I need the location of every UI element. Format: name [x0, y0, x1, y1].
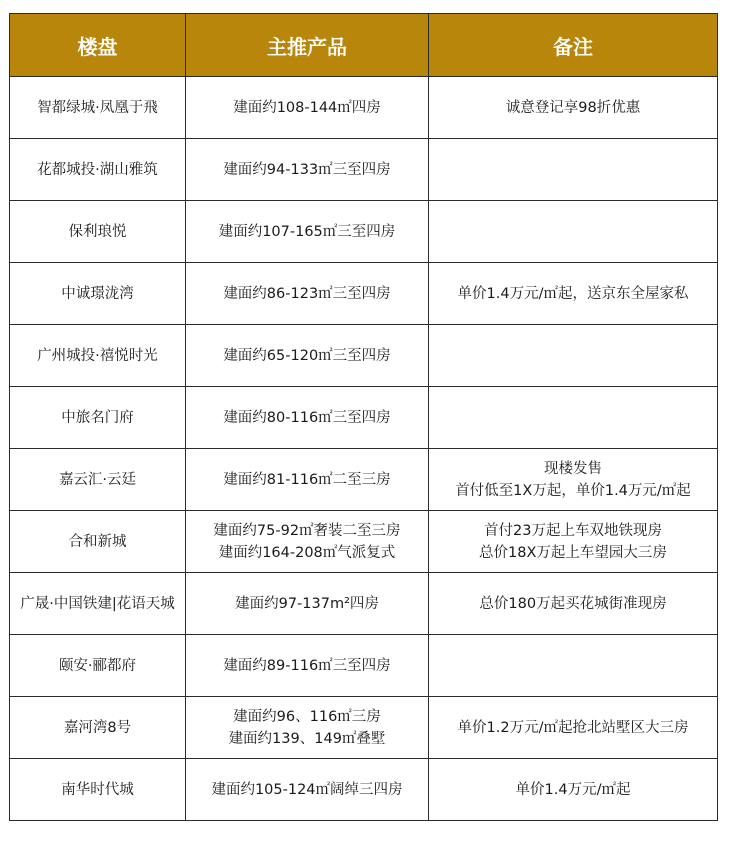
property-name-cell: 花都城投·湖山雅筑	[10, 139, 186, 201]
product-cell	[186, 139, 429, 201]
product-line: 建面约97-137m²四房	[235, 595, 379, 612]
product-cell	[186, 697, 429, 759]
property-name-cell: 嘉云汇·云廷	[10, 449, 186, 511]
note-cell	[429, 325, 718, 387]
product-cell	[186, 263, 429, 325]
property-name-cell: 中诚璟泷湾	[10, 263, 186, 325]
note-line: 首付23万起上车双地铁现房	[484, 522, 662, 539]
table-row	[10, 511, 718, 573]
table-row	[10, 139, 718, 201]
product-line: 建面约164-208㎡气派复式	[218, 544, 396, 561]
product-line: 建面约105-124㎡阔绰三四房	[211, 781, 403, 798]
table-row	[10, 759, 718, 821]
note-line: 单价1.4万元/㎡起	[515, 781, 631, 798]
note-cell	[429, 77, 718, 139]
product-cell	[186, 449, 429, 511]
product-line: 建面约89-116㎡三至四房	[223, 657, 391, 674]
property-name-cell: 嘉河湾8号	[10, 697, 186, 759]
table-row	[10, 387, 718, 449]
note-line: 单价1.2万元/㎡起抢北站墅区大三房	[457, 719, 689, 736]
note-line: 首付低至1X万起，单价1.4万元/㎡起	[455, 482, 691, 499]
note-cell	[429, 201, 718, 263]
note-cell	[429, 139, 718, 201]
note-line: 单价1.4万元/㎡起，送京东全屋家私	[457, 285, 689, 302]
header-product: 主推产品	[186, 14, 429, 77]
table-row	[10, 325, 718, 387]
product-line: 建面约108-144㎡四房	[233, 99, 381, 116]
product-line: 建面约81-116㎡二至三房	[223, 471, 391, 488]
table-row	[10, 77, 718, 139]
property-name-cell: 广晟·中国铁建|花语天城	[10, 573, 186, 635]
product-line: 建面约94-133㎡三至四房	[223, 161, 391, 178]
note-cell	[429, 449, 718, 511]
note-line: 诚意登记享98折优惠	[505, 99, 641, 116]
product-cell	[186, 759, 429, 821]
property-name-cell: 中旅名门府	[10, 387, 186, 449]
product-cell	[186, 573, 429, 635]
product-cell	[186, 325, 429, 387]
product-line: 建面约107-165㎡三至四房	[218, 223, 396, 240]
property-name-cell: 智都绿城·凤凰于飛	[10, 77, 186, 139]
note-cell	[429, 387, 718, 449]
note-cell	[429, 759, 718, 821]
property-name-cell: 颐安·郦都府	[10, 635, 186, 697]
note-cell	[429, 697, 718, 759]
product-line: 建面约139、149㎡叠墅	[228, 730, 386, 747]
product-line: 建面约80-116㎡三至四房	[223, 409, 391, 426]
note-cell	[429, 635, 718, 697]
table-row	[10, 573, 718, 635]
table-row	[10, 635, 718, 697]
product-cell	[186, 77, 429, 139]
header-note: 备注	[429, 14, 718, 77]
product-line: 建面约65-120㎡三至四房	[223, 347, 391, 364]
product-line: 建面约96、116㎡三房	[233, 708, 381, 725]
property-name-cell: 南华时代城	[10, 759, 186, 821]
table-row	[10, 263, 718, 325]
product-line: 建面约75-92㎡奢装二至三房	[213, 522, 401, 539]
product-cell	[186, 635, 429, 697]
note-cell	[429, 263, 718, 325]
header-property: 楼盘	[10, 14, 186, 77]
property-name-cell: 合和新城	[10, 511, 186, 573]
table-body	[10, 77, 718, 821]
product-line: 建面约86-123㎡三至四房	[223, 285, 391, 302]
table-row	[10, 697, 718, 759]
product-cell	[186, 511, 429, 573]
property-table	[9, 13, 718, 821]
note-cell	[429, 511, 718, 573]
note-line: 总价18X万起上车望园大三房	[479, 544, 667, 561]
product-cell	[186, 387, 429, 449]
note-cell	[429, 573, 718, 635]
table-row	[10, 201, 718, 263]
header-row	[10, 14, 718, 77]
property-name-cell: 广州城投·禧悦时光	[10, 325, 186, 387]
note-line: 总价180万起买花城街准现房	[479, 595, 667, 612]
note-line: 现楼发售	[544, 460, 602, 477]
product-cell	[186, 201, 429, 263]
property-name-cell: 保利琅悦	[10, 201, 186, 263]
table-row	[10, 449, 718, 511]
